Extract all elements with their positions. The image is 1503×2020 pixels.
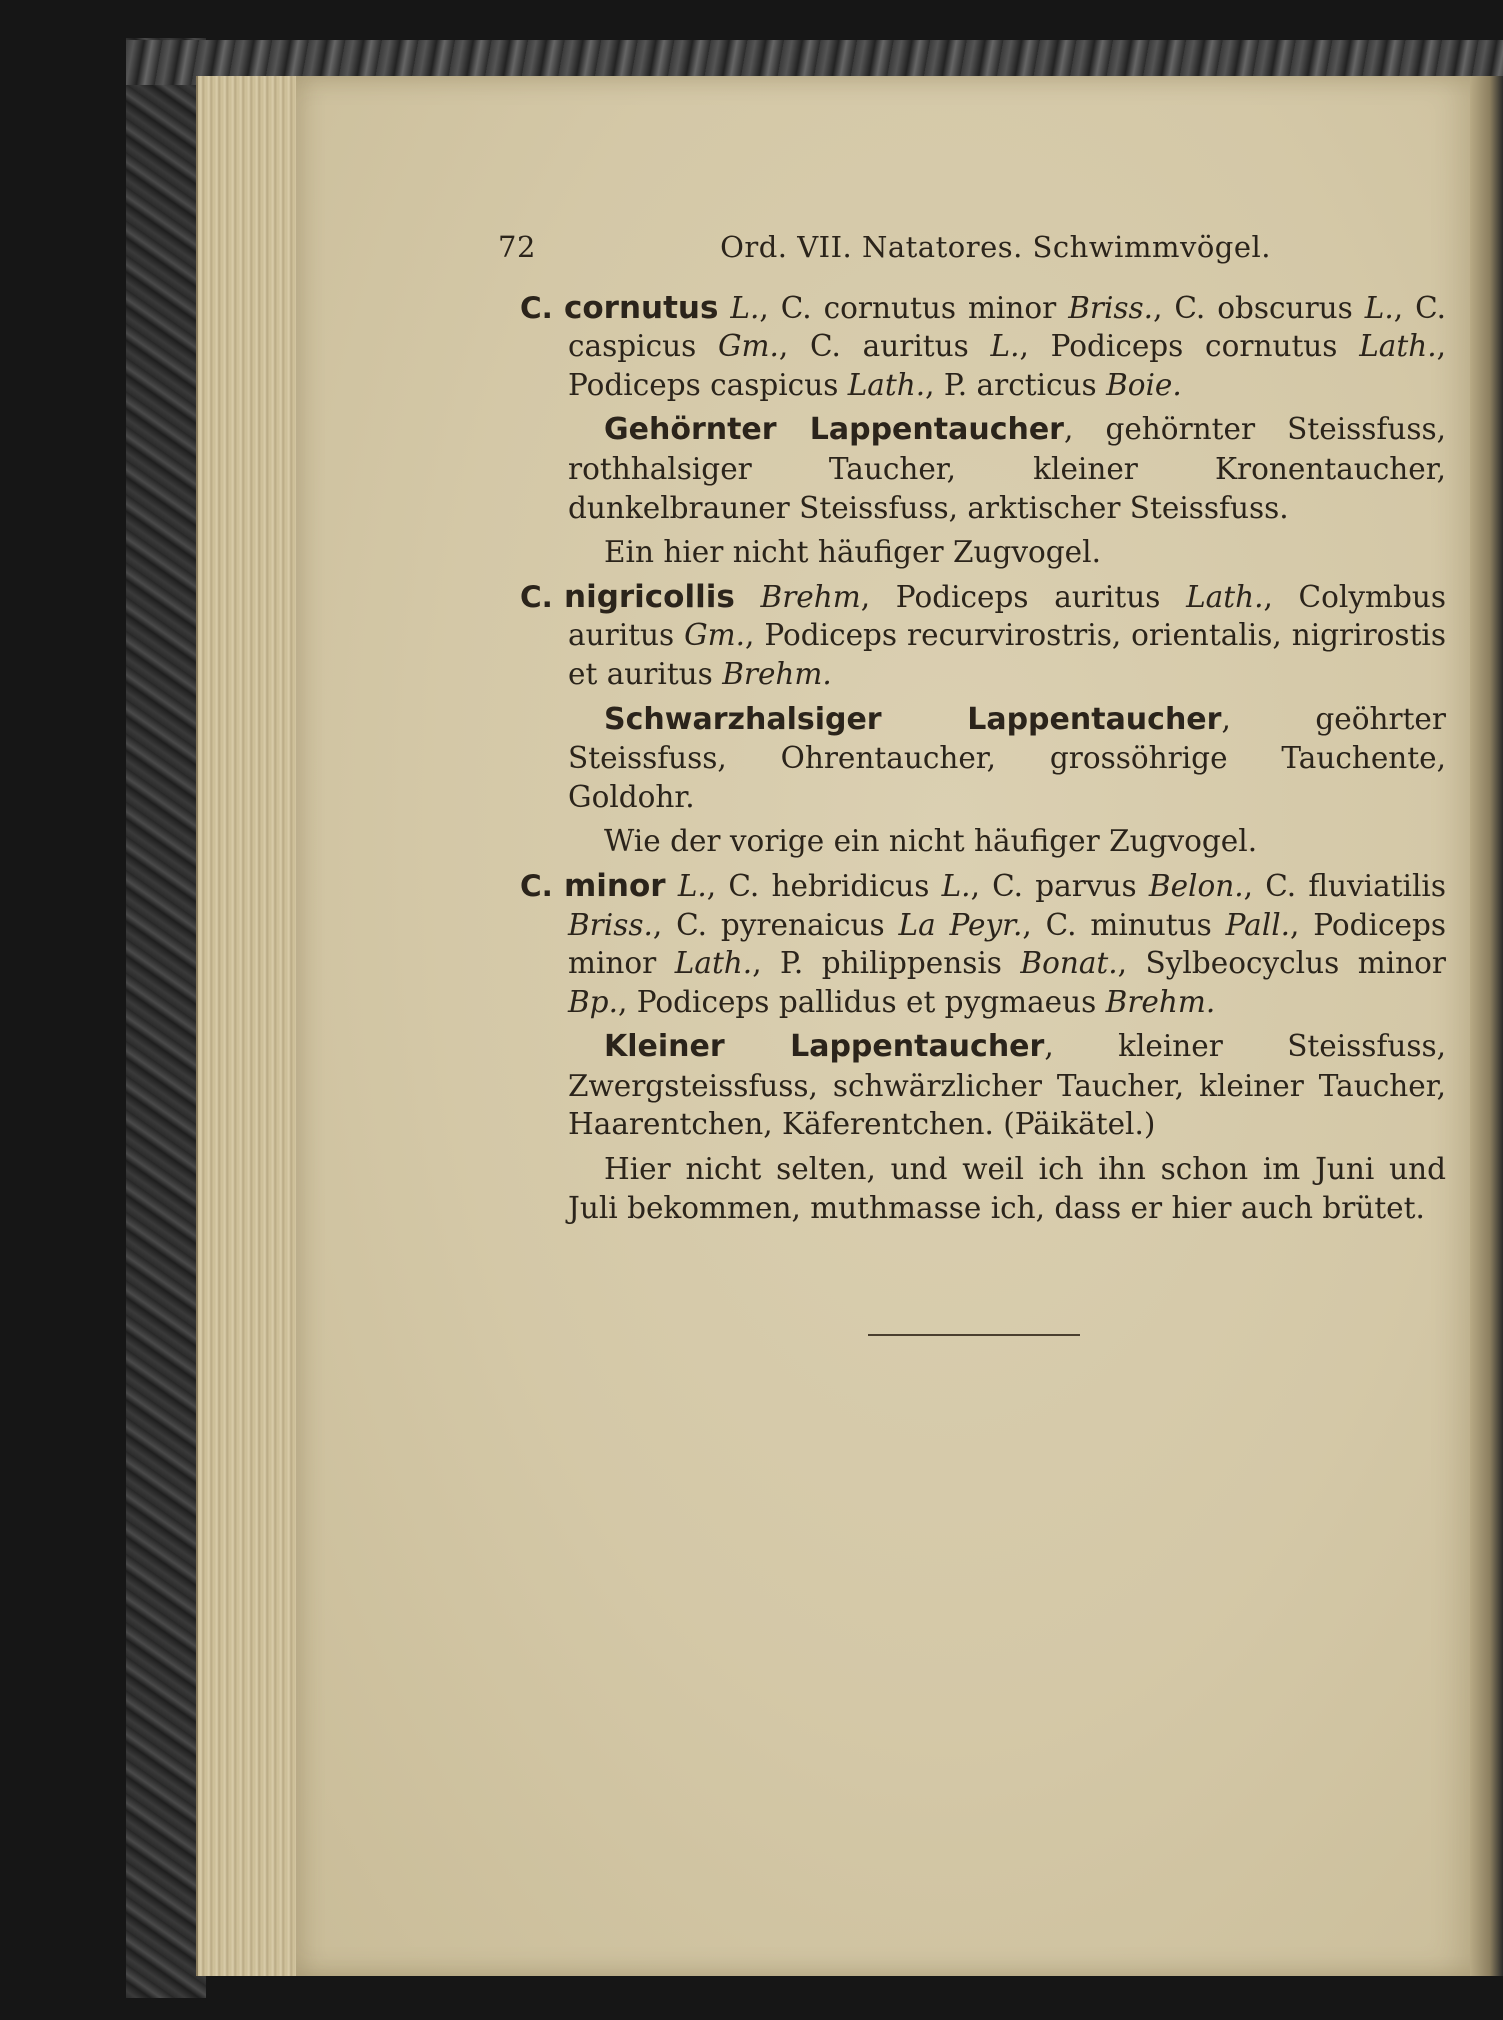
occurrence-note: Hier nicht selten, und weil ich ihn schon im Juni und Juli bekommen, muthmasse ich, dass er hier auch brütet. [568,1152,1446,1225]
genus-abbrev: C. [520,290,553,325]
species-entries [520,289,1446,1228]
synonym-text: , C. auritus [778,329,991,364]
synonym-text: , C. cornutus minor [759,290,1069,325]
synonym-text: , Podiceps recurvirostris, orientalis, nigrirostis et auritus [568,618,1446,691]
marbled-cover [126,38,206,1998]
synonym-text: , C. obscurus [1153,290,1365,325]
author-citation: Lath. [674,946,753,981]
synonym-text: , Sylbeocyclus minor [1117,946,1446,981]
synonym-text: , P. arcticus [925,367,1107,402]
species-entry [520,289,1446,405]
author-citation: Lath. [1359,329,1437,364]
page-number: 72 [498,230,536,264]
author-citation: L. [677,868,707,903]
author-citation: Boie. [1106,367,1182,402]
page-text [498,228,1446,1233]
page-stack-edges [196,76,308,1976]
german-name: Kleiner Lappentaucher [604,1029,1045,1065]
synonym-text: , C. minutus [1022,907,1226,942]
author-citation: Brehm. [1105,984,1216,1019]
synonym-text: , Podiceps pallidus et pygmaeus [617,984,1106,1019]
common-names-text: , gehörnter Steissfuss, rothhalsiger Taucher, kleiner Kronentaucher, dunkelbrauner Steissfuss, arktischer Steissfuss. [568,412,1446,525]
running-head: Ord. VII. Natatores. Schwimmvögel. [720,230,1271,264]
synonym-text [666,869,678,903]
species-name: nigricollis [564,578,735,615]
species-name: cornutus [564,289,719,326]
german-name: Schwarzhalsiger Lappentaucher [604,701,1222,737]
occurrence-note: Wie der vorige ein nicht häufiger Zugvogel. [604,824,1258,859]
common-names-text: , geöhrter Steissfuss, Ohrentaucher, grossöhrige Tauchente, Goldohr. [568,701,1446,814]
synonym-text: , P. philippensis [752,946,1021,981]
synonym-text: , Podiceps cornutus [1019,329,1360,364]
end-rule [868,1334,1080,1336]
author-citation: Belon. [1148,868,1244,903]
synonym-text [718,291,730,325]
occurrence-note: Ein hier nicht häufiger Zugvogel. [604,535,1101,570]
author-citation: L. [1364,290,1394,325]
author-citation: Lath. [847,367,926,402]
page-gutter [1470,76,1503,1976]
synonym-text: , Podiceps auritus [860,579,1187,614]
author-citation: L. [730,290,760,325]
species-name: minor [564,867,666,904]
running-header [498,228,1446,267]
author-citation: Brehm. [722,656,832,691]
common-names [568,700,1446,817]
author-citation: Gm. [717,329,779,364]
synonym-text: , Colymbus auritus [568,579,1446,653]
author-citation: La Peyr. [898,907,1023,942]
author-citation: Bonat. [1020,946,1118,981]
synonym-text: , C. hebridicus [706,868,942,903]
synonym-text: , C. fluviatilis [1243,868,1446,903]
author-citation: Lath. [1186,579,1264,614]
common-names [568,410,1446,527]
author-citation: L. [990,329,1020,364]
genus-abbrev: C. [520,868,553,903]
author-citation: Pall. [1225,907,1291,942]
author-citation: Briss. [1068,290,1154,325]
species-entry [520,578,1446,694]
common-names-text: , kleiner Steissfuss, Zwergsteissfuss, schwärzlicher Taucher, kleiner Taucher, Haarentchen, Käferentchen. (Päikätel.) [568,1029,1446,1142]
author-citation: Briss. [568,907,653,942]
synonym-text: , Podiceps minor [568,907,1446,981]
common-names [568,1027,1446,1144]
synonym-text: , C. caspicus [568,290,1446,364]
synonym-text: , C. pyrenaicus [652,907,899,942]
genus-abbrev: C. [520,579,553,614]
synonym-text [735,580,761,614]
author-citation: Bp. [568,984,618,1019]
species-entry [520,867,1446,1021]
synonym-text: , C. parvus [970,868,1149,903]
german-name: Gehörnter Lappentaucher [604,412,1064,448]
author-citation: Gm. [684,618,745,653]
author-citation: L. [941,868,971,903]
synonym-text: , Podiceps caspicus [568,329,1446,402]
author-citation: Brehm [760,579,861,614]
